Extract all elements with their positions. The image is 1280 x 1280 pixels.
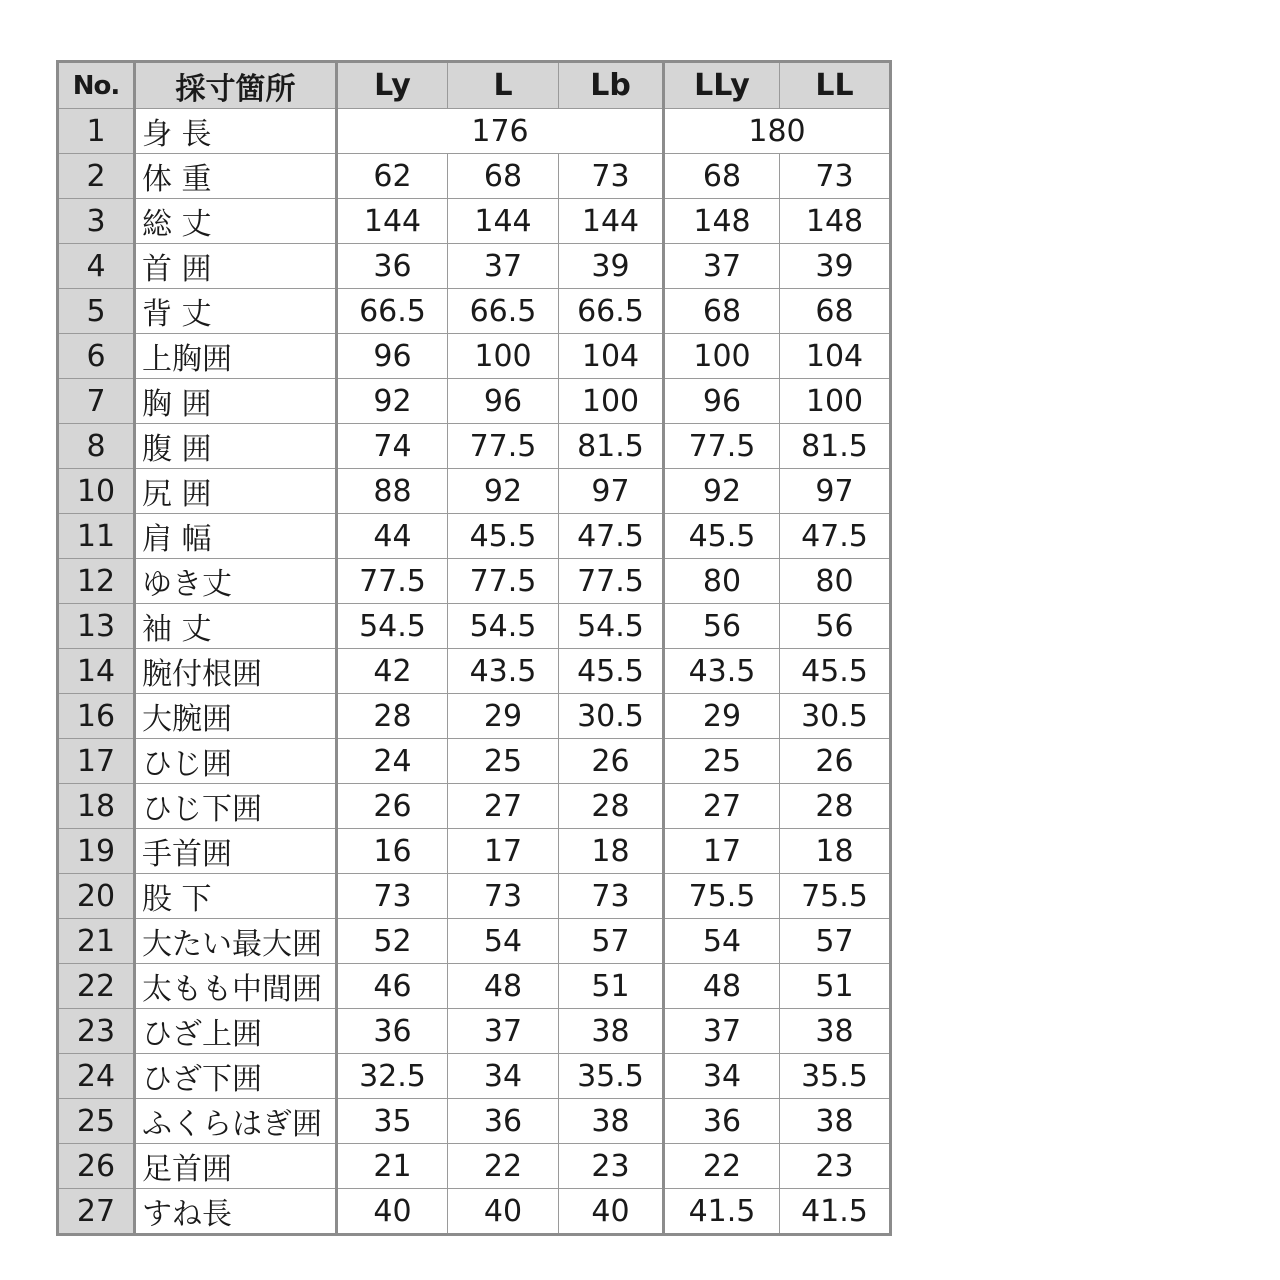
value-lb: 28 bbox=[559, 784, 664, 829]
row-number: 25 bbox=[58, 1099, 135, 1144]
row-number: 17 bbox=[58, 739, 135, 784]
value-ly: 36 bbox=[337, 244, 448, 289]
value-l: 37 bbox=[448, 1009, 559, 1054]
row-number: 11 bbox=[58, 514, 135, 559]
value-lb: 40 bbox=[559, 1189, 664, 1235]
row-number: 23 bbox=[58, 1009, 135, 1054]
measurement-name: 太もも中間囲 bbox=[135, 964, 337, 1009]
value-l: 73 bbox=[448, 874, 559, 919]
value-lly: 68 bbox=[664, 154, 780, 199]
table-row bbox=[58, 514, 891, 559]
value-l: 66.5 bbox=[448, 289, 559, 334]
measurement-name: ひじ下囲 bbox=[135, 784, 337, 829]
value-ll: 104 bbox=[780, 334, 891, 379]
table-row bbox=[58, 1054, 891, 1099]
value-ll: 75.5 bbox=[780, 874, 891, 919]
measurement-name: ゆき丈 bbox=[135, 559, 337, 604]
row-number: 5 bbox=[58, 289, 135, 334]
value-lb: 47.5 bbox=[559, 514, 664, 559]
table-row bbox=[58, 1009, 891, 1054]
value-ly: 35 bbox=[337, 1099, 448, 1144]
value-ll: 30.5 bbox=[780, 694, 891, 739]
measurement-name: 背 丈 bbox=[135, 289, 337, 334]
measurement-name: すね長 bbox=[135, 1189, 337, 1235]
table-row bbox=[58, 784, 891, 829]
table-row-height bbox=[58, 109, 891, 154]
value-lly: 45.5 bbox=[664, 514, 780, 559]
value-ly: 26 bbox=[337, 784, 448, 829]
value-ly: 74 bbox=[337, 424, 448, 469]
value-lly: 37 bbox=[664, 1009, 780, 1054]
value-ll: 73 bbox=[780, 154, 891, 199]
value-lb: 104 bbox=[559, 334, 664, 379]
measurement-name: 腕付根囲 bbox=[135, 649, 337, 694]
measurement-name: 身 長 bbox=[135, 109, 337, 154]
value-lb: 35.5 bbox=[559, 1054, 664, 1099]
table-row bbox=[58, 334, 891, 379]
value-ll: 57 bbox=[780, 919, 891, 964]
value-ly: 28 bbox=[337, 694, 448, 739]
value-ly: 77.5 bbox=[337, 559, 448, 604]
value-ll: 26 bbox=[780, 739, 891, 784]
value-lb: 23 bbox=[559, 1144, 664, 1189]
table-row bbox=[58, 1144, 891, 1189]
measurement-name: 股 下 bbox=[135, 874, 337, 919]
value-ll: 23 bbox=[780, 1144, 891, 1189]
table-body bbox=[58, 109, 891, 1235]
value-lly: 27 bbox=[664, 784, 780, 829]
value-l: 29 bbox=[448, 694, 559, 739]
header-row bbox=[58, 62, 891, 109]
value-lb: 51 bbox=[559, 964, 664, 1009]
value-ll: 18 bbox=[780, 829, 891, 874]
row-number: 14 bbox=[58, 649, 135, 694]
value-ll: 100 bbox=[780, 379, 891, 424]
size-chart-table bbox=[56, 60, 892, 1236]
value-lly: 34 bbox=[664, 1054, 780, 1099]
value-l: 77.5 bbox=[448, 559, 559, 604]
value-lly: 54 bbox=[664, 919, 780, 964]
header-no: No. bbox=[58, 62, 135, 109]
value-ly: 46 bbox=[337, 964, 448, 1009]
value-lb: 100 bbox=[559, 379, 664, 424]
table-row bbox=[58, 739, 891, 784]
value-ll: 97 bbox=[780, 469, 891, 514]
value-l: 96 bbox=[448, 379, 559, 424]
row-number: 26 bbox=[58, 1144, 135, 1189]
value-ll: 81.5 bbox=[780, 424, 891, 469]
measurement-name: 大たい最大囲 bbox=[135, 919, 337, 964]
height-ll-group: 180 bbox=[664, 109, 891, 154]
value-l: 68 bbox=[448, 154, 559, 199]
value-lb: 54.5 bbox=[559, 604, 664, 649]
measurement-name: ひざ上囲 bbox=[135, 1009, 337, 1054]
value-ll: 35.5 bbox=[780, 1054, 891, 1099]
value-lly: 100 bbox=[664, 334, 780, 379]
value-ly: 144 bbox=[337, 199, 448, 244]
table-row bbox=[58, 874, 891, 919]
value-ll: 39 bbox=[780, 244, 891, 289]
value-ll: 45.5 bbox=[780, 649, 891, 694]
value-ly: 36 bbox=[337, 1009, 448, 1054]
value-ll: 38 bbox=[780, 1099, 891, 1144]
measurement-name: 手首囲 bbox=[135, 829, 337, 874]
table-row bbox=[58, 289, 891, 334]
value-lly: 29 bbox=[664, 694, 780, 739]
table-row bbox=[58, 559, 891, 604]
measurement-name: ひじ囲 bbox=[135, 739, 337, 784]
value-l: 40 bbox=[448, 1189, 559, 1235]
value-lb: 39 bbox=[559, 244, 664, 289]
row-number: 16 bbox=[58, 694, 135, 739]
table-row bbox=[58, 154, 891, 199]
row-number: 18 bbox=[58, 784, 135, 829]
row-number: 4 bbox=[58, 244, 135, 289]
value-lb: 30.5 bbox=[559, 694, 664, 739]
row-number: 24 bbox=[58, 1054, 135, 1099]
value-lly: 41.5 bbox=[664, 1189, 780, 1235]
value-lb: 18 bbox=[559, 829, 664, 874]
row-number: 3 bbox=[58, 199, 135, 244]
header-lb: Lb bbox=[559, 62, 664, 109]
value-lly: 68 bbox=[664, 289, 780, 334]
value-l: 92 bbox=[448, 469, 559, 514]
value-lb: 38 bbox=[559, 1009, 664, 1054]
height-l-group: 176 bbox=[337, 109, 664, 154]
value-lly: 25 bbox=[664, 739, 780, 784]
row-number: 1 bbox=[58, 109, 135, 154]
value-lly: 22 bbox=[664, 1144, 780, 1189]
value-l: 43.5 bbox=[448, 649, 559, 694]
measurement-name: 大腕囲 bbox=[135, 694, 337, 739]
value-lly: 148 bbox=[664, 199, 780, 244]
table-row bbox=[58, 694, 891, 739]
value-ly: 88 bbox=[337, 469, 448, 514]
value-ll: 47.5 bbox=[780, 514, 891, 559]
value-ll: 41.5 bbox=[780, 1189, 891, 1235]
value-lb: 144 bbox=[559, 199, 664, 244]
value-lly: 96 bbox=[664, 379, 780, 424]
value-ly: 16 bbox=[337, 829, 448, 874]
value-lly: 48 bbox=[664, 964, 780, 1009]
value-ll: 56 bbox=[780, 604, 891, 649]
row-number: 6 bbox=[58, 334, 135, 379]
value-lb: 38 bbox=[559, 1099, 664, 1144]
value-l: 25 bbox=[448, 739, 559, 784]
row-number: 7 bbox=[58, 379, 135, 424]
value-lb: 77.5 bbox=[559, 559, 664, 604]
value-lly: 37 bbox=[664, 244, 780, 289]
value-ly: 32.5 bbox=[337, 1054, 448, 1099]
value-ly: 73 bbox=[337, 874, 448, 919]
measurement-name: ふくらはぎ囲 bbox=[135, 1099, 337, 1144]
table-row bbox=[58, 649, 891, 694]
header-lly: LLy bbox=[664, 62, 780, 109]
header-ll: LL bbox=[780, 62, 891, 109]
value-ll: 38 bbox=[780, 1009, 891, 1054]
value-ly: 42 bbox=[337, 649, 448, 694]
value-ly: 21 bbox=[337, 1144, 448, 1189]
value-l: 100 bbox=[448, 334, 559, 379]
row-number: 2 bbox=[58, 154, 135, 199]
header-item: 採寸箇所 bbox=[135, 62, 337, 109]
measurement-name: 尻 囲 bbox=[135, 469, 337, 514]
value-lb: 45.5 bbox=[559, 649, 664, 694]
measurement-name: 腹 囲 bbox=[135, 424, 337, 469]
header-ly: Ly bbox=[337, 62, 448, 109]
value-lb: 66.5 bbox=[559, 289, 664, 334]
measurement-name: 体 重 bbox=[135, 154, 337, 199]
value-lb: 73 bbox=[559, 874, 664, 919]
value-ly: 44 bbox=[337, 514, 448, 559]
table-header bbox=[58, 62, 891, 109]
value-ly: 96 bbox=[337, 334, 448, 379]
table-row bbox=[58, 1189, 891, 1235]
value-ly: 54.5 bbox=[337, 604, 448, 649]
value-ll: 68 bbox=[780, 289, 891, 334]
value-lly: 56 bbox=[664, 604, 780, 649]
measurement-name: 上胸囲 bbox=[135, 334, 337, 379]
value-lly: 77.5 bbox=[664, 424, 780, 469]
value-lly: 92 bbox=[664, 469, 780, 514]
measurement-name: 総 丈 bbox=[135, 199, 337, 244]
row-number: 21 bbox=[58, 919, 135, 964]
measurement-name: 肩 幅 bbox=[135, 514, 337, 559]
measurement-name: 首 囲 bbox=[135, 244, 337, 289]
value-ll: 51 bbox=[780, 964, 891, 1009]
value-lly: 43.5 bbox=[664, 649, 780, 694]
value-lly: 75.5 bbox=[664, 874, 780, 919]
value-l: 37 bbox=[448, 244, 559, 289]
table-row bbox=[58, 469, 891, 514]
row-number: 27 bbox=[58, 1189, 135, 1235]
value-ly: 66.5 bbox=[337, 289, 448, 334]
value-ll: 28 bbox=[780, 784, 891, 829]
value-l: 48 bbox=[448, 964, 559, 1009]
measurement-name: 袖 丈 bbox=[135, 604, 337, 649]
value-l: 27 bbox=[448, 784, 559, 829]
measurement-name: ひざ下囲 bbox=[135, 1054, 337, 1099]
value-lly: 17 bbox=[664, 829, 780, 874]
value-ll: 148 bbox=[780, 199, 891, 244]
table-row bbox=[58, 199, 891, 244]
value-ll: 80 bbox=[780, 559, 891, 604]
value-l: 77.5 bbox=[448, 424, 559, 469]
measurement-name: 足首囲 bbox=[135, 1144, 337, 1189]
value-l: 22 bbox=[448, 1144, 559, 1189]
row-number: 12 bbox=[58, 559, 135, 604]
value-l: 144 bbox=[448, 199, 559, 244]
value-l: 54 bbox=[448, 919, 559, 964]
header-l: L bbox=[448, 62, 559, 109]
table-row bbox=[58, 919, 891, 964]
row-number: 10 bbox=[58, 469, 135, 514]
value-lb: 57 bbox=[559, 919, 664, 964]
table-row bbox=[58, 379, 891, 424]
value-ly: 40 bbox=[337, 1189, 448, 1235]
table-row bbox=[58, 1099, 891, 1144]
value-ly: 24 bbox=[337, 739, 448, 784]
value-ly: 62 bbox=[337, 154, 448, 199]
value-lly: 80 bbox=[664, 559, 780, 604]
table-row bbox=[58, 424, 891, 469]
value-l: 36 bbox=[448, 1099, 559, 1144]
table-row bbox=[58, 604, 891, 649]
row-number: 22 bbox=[58, 964, 135, 1009]
value-lly: 36 bbox=[664, 1099, 780, 1144]
value-lb: 26 bbox=[559, 739, 664, 784]
table-row bbox=[58, 244, 891, 289]
row-number: 8 bbox=[58, 424, 135, 469]
value-l: 45.5 bbox=[448, 514, 559, 559]
value-lb: 73 bbox=[559, 154, 664, 199]
value-ly: 92 bbox=[337, 379, 448, 424]
value-lb: 81.5 bbox=[559, 424, 664, 469]
table-row bbox=[58, 964, 891, 1009]
value-ly: 52 bbox=[337, 919, 448, 964]
row-number: 20 bbox=[58, 874, 135, 919]
value-l: 17 bbox=[448, 829, 559, 874]
measurement-name: 胸 囲 bbox=[135, 379, 337, 424]
value-lb: 97 bbox=[559, 469, 664, 514]
row-number: 19 bbox=[58, 829, 135, 874]
table-row bbox=[58, 829, 891, 874]
row-number: 13 bbox=[58, 604, 135, 649]
value-l: 34 bbox=[448, 1054, 559, 1099]
value-l: 54.5 bbox=[448, 604, 559, 649]
